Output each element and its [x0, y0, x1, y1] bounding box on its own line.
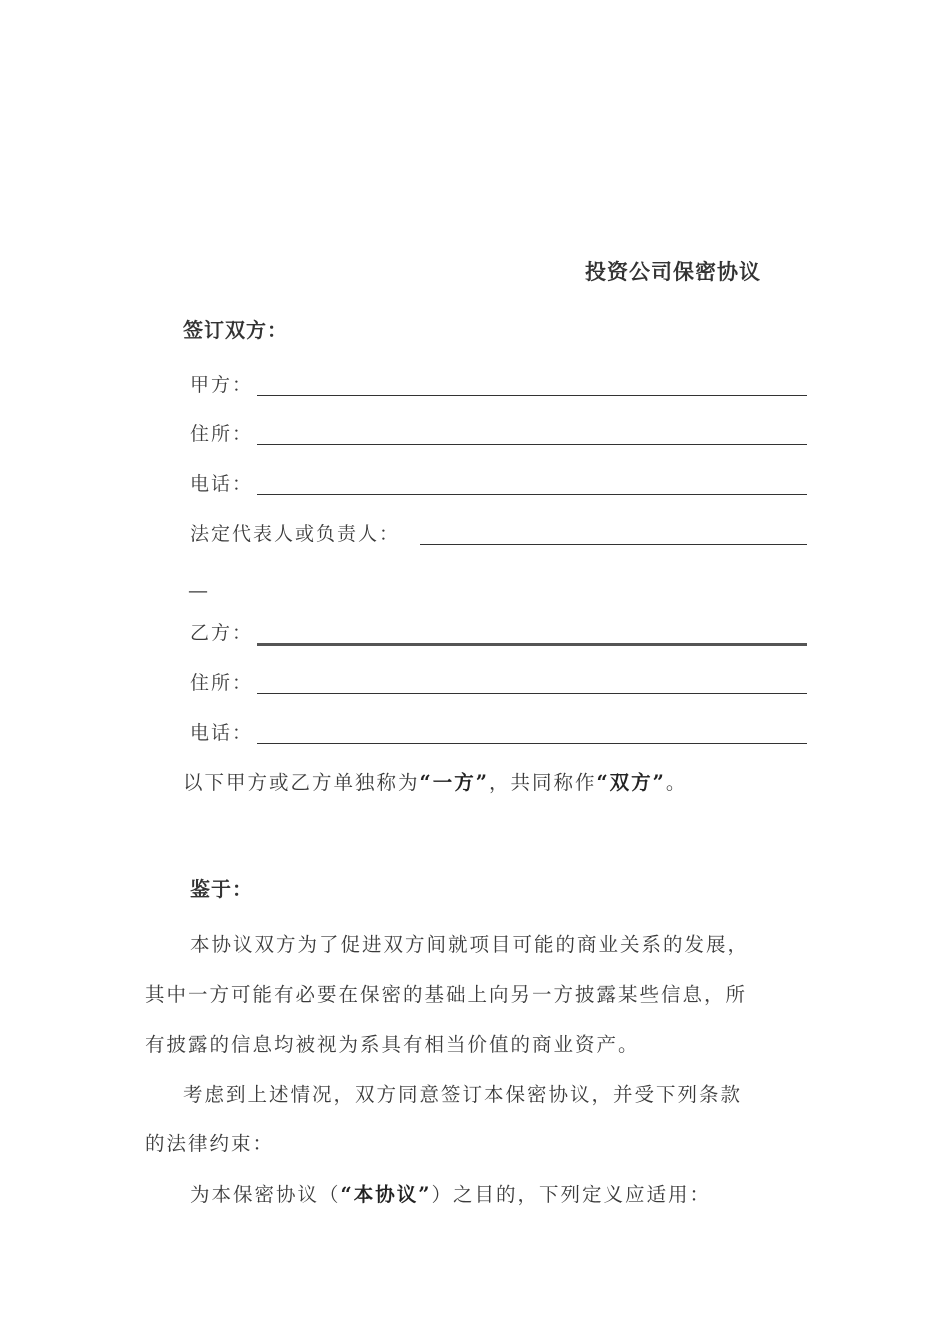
- party-a-rep-blank[interactable]: [420, 544, 807, 545]
- party-b-address-blank[interactable]: [257, 693, 807, 694]
- para2-line2: 的法律约束：: [145, 1132, 275, 1155]
- parties-heading: 签订双方：: [183, 318, 288, 342]
- whereas-heading: 鉴于：: [190, 877, 253, 901]
- party-a-name-label: 甲方：: [190, 374, 254, 396]
- definition-suffix: ）之目的，下列定义应适用：: [431, 1183, 711, 1206]
- party-a-address-blank[interactable]: [257, 444, 807, 445]
- definition-prefix: 为本保密协议（: [190, 1183, 341, 1206]
- party-a-address-label: 住所：: [190, 423, 254, 445]
- naming-term-both: “双方”: [596, 771, 666, 794]
- para1-line2: 其中一方可能有必要在保密的基础上向另一方披露某些信息，所: [145, 983, 748, 1006]
- para2-line1: 考虑到上述情况，双方同意签订本保密协议，并受下列条款: [183, 1083, 743, 1106]
- party-b-phone-label: 电话：: [190, 722, 254, 744]
- document-title: 投资公司保密协议: [585, 259, 761, 284]
- naming-prefix: 以下甲方或乙方单独称为: [183, 771, 420, 794]
- naming-term-one: “一方”: [419, 771, 489, 794]
- party-a-rep-label: 法定代表人或负责人：: [190, 523, 401, 545]
- naming-sentence: [183, 767, 687, 795]
- naming-suffix: 。: [665, 771, 688, 794]
- definition-term: “本协议”: [340, 1183, 432, 1206]
- party-b-phone-blank[interactable]: [257, 743, 807, 744]
- dash-mark: —: [188, 578, 208, 602]
- para1-line3: 有披露的信息均被视为系具有相当价值的商业资产。: [145, 1033, 640, 1056]
- para1-line1: 本协议双方为了促进双方间就项目可能的商业关系的发展，: [190, 933, 750, 956]
- party-a-name-blank[interactable]: [257, 395, 807, 396]
- naming-mid: ，共同称作: [488, 771, 597, 794]
- definition-sentence: [190, 1179, 711, 1207]
- party-b-name-blank[interactable]: [257, 643, 807, 646]
- party-b-address-label: 住所：: [190, 672, 254, 694]
- party-a-phone-label: 电话：: [190, 473, 254, 495]
- party-b-name-label: 乙方：: [190, 622, 254, 644]
- party-a-phone-blank[interactable]: [257, 494, 807, 495]
